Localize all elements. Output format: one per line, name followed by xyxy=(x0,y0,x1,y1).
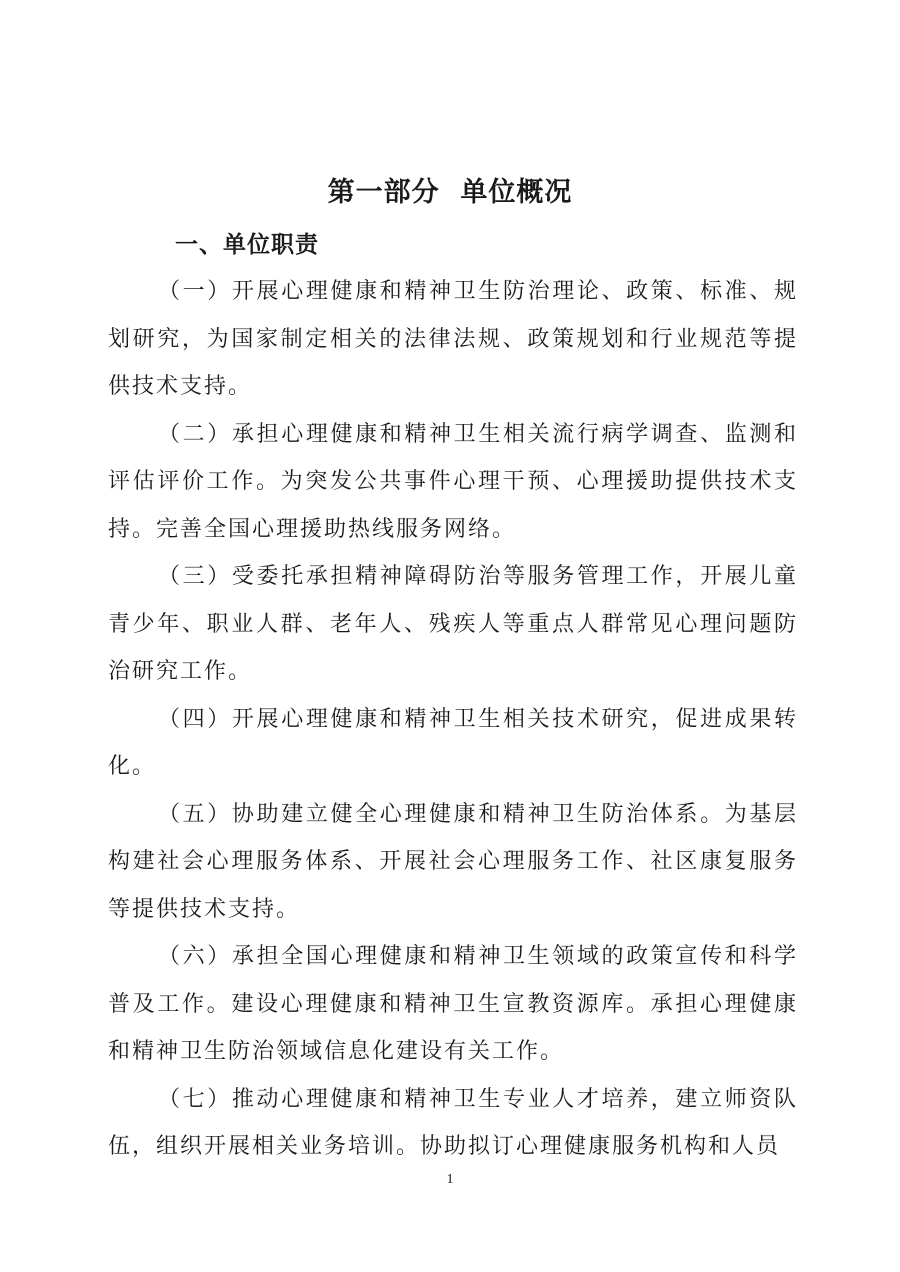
paragraph-7: （七）推动心理健康和精神卫生专业人才培养，建立师资队伍，组织开展相关业务培训。协助拟订心理健康服务机构和人员 xyxy=(108,1086,798,1159)
paragraph-2: （二）承担心理健康和精神卫生相关流行病学调查、监测和评估评价工作。为突发公共事件心理干预、心理援助提供技术支持。完善全国心理援助热线服务网络。 xyxy=(108,421,798,542)
body-text xyxy=(108,268,798,1171)
paragraph-4: （四）开展心理健康和精神卫生相关技术研究，促进成果转化。 xyxy=(108,706,798,779)
paragraph-6: （六）承担全国心理健康和精神卫生领域的政策宣传和科学普及工作。建设心理健康和精神卫生宣教资源库。承担心理健康和精神卫生防治领域信息化建设有关工作。 xyxy=(108,944,798,1064)
document-title: 第一部分 单位概况 xyxy=(327,177,573,208)
page-number: 1 xyxy=(446,1172,454,1187)
paragraph-3: （三）受委托承担精神障碍防治等服务管理工作，开展儿童青少年、职业人群、老年人、残疾人等重点人群常见心理问题防治研究工作。 xyxy=(108,564,798,684)
paragraph-5: （五）协助建立健全心理健康和精神卫生防治体系。为基层构建社会心理服务体系、开展社会心理服务工作、社区康复服务等提供技术支持。 xyxy=(108,801,798,922)
paragraph-1: （一）开展心理健康和精神卫生防治理论、政策、标准、规划研究，为国家制定相关的法律法规、政策规划和行业规范等提供技术支持。 xyxy=(108,279,798,399)
section-heading: 一、单位职责 xyxy=(175,232,319,258)
